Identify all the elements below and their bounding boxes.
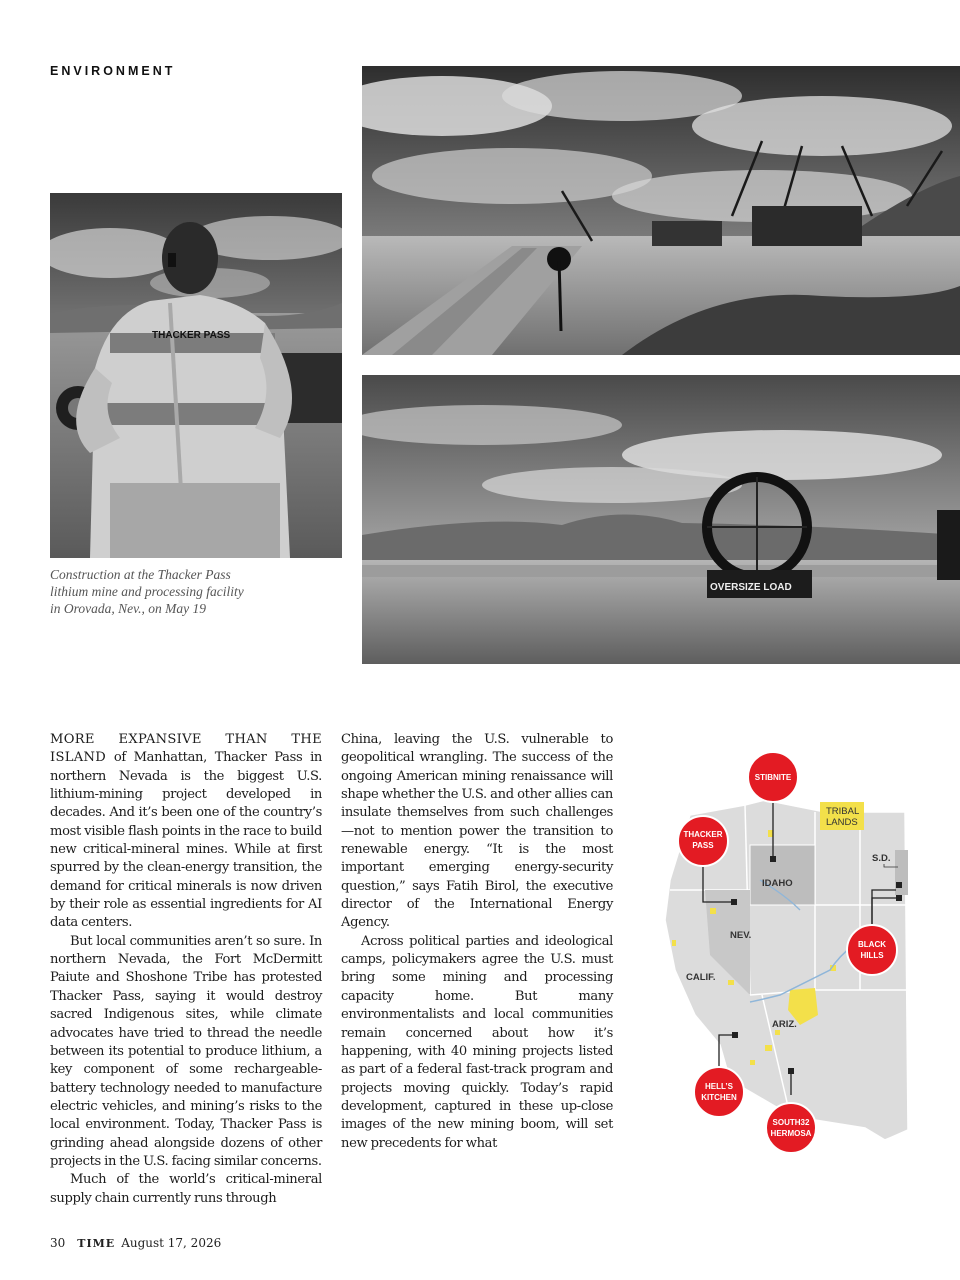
article-column-2 xyxy=(341,731,613,1153)
pin-label-hells-kitchen: HELL’S xyxy=(704,1082,734,1091)
paragraph-text: of Manhattan, Thacker Pass in northern Nevada is the biggest U.S. lithium-mining project developed in decades. And it’s been one of the country’s most visible flash points in the race to build new critical-mineral mines. While at first spurred by the clean-energy transition, the demand for critical minerals is now driven by their role as essential ingredients for AI data centers. xyxy=(50,750,323,931)
oversize-load-photo xyxy=(362,375,960,664)
pin-label-stibnite: STIBNITE xyxy=(754,773,792,782)
pin-label-black-hills: HILLS xyxy=(860,951,884,960)
legend-label: LANDS xyxy=(826,817,858,828)
state-label-idaho: IDAHO xyxy=(762,878,793,889)
issue-date: August 17, 2026 xyxy=(121,1236,222,1250)
caption-line: lithium mine and processing facility xyxy=(50,584,244,599)
oversize-load-sign: OVERSIZE LOAD xyxy=(710,582,792,593)
article-paragraph: China, leaving the U.S. vulnerable to geopolitical wrangling. The success of the ongoing American mining renaissance will shape whether the U.S. and other allies can insulate themselves from such challenges—not to mention power the transition to renewable energy. “It is the most important emerging energy-security question,” says Fatih Birol, the executive director of the International Energy Agency. xyxy=(341,732,613,931)
state-label-nevada: NEV. xyxy=(730,930,752,941)
article-paragraph: But local communities aren’t so sure. In northern Nevada, the Fort McDermitt Paiute and Shoshone Tribe has protested Thacker Pass, saying it would destroy sacred Indigenous sites, while climate advocates have tried to thread the needle between its potential to produce lithium, a key component of some rechargeable-battery technology needed to manufacture electric vehicles, and mining’s risks to the local environment. Today, Thacker Pass is grinding ahead alongside dozens of other projects in the U.S. facing similar concerns. xyxy=(50,933,322,1169)
pin-label-south32-hermosa: SOUTH32 xyxy=(772,1118,810,1127)
page-number: 30 xyxy=(50,1236,66,1250)
caption-line: in Orovada, Nev., on May 19 xyxy=(50,601,206,616)
pin-label-south32-hermosa: HERMOSA xyxy=(770,1129,812,1138)
worker-photo xyxy=(50,193,342,558)
state-label-california: CALIF. xyxy=(686,972,716,983)
construction-site-photo xyxy=(362,66,960,355)
state-label-south-dakota: S.D. xyxy=(872,853,891,864)
magazine-name: TIME xyxy=(77,1237,116,1250)
article-paragraph: Across political parties and ideological camps, policymakers agree the U.S. must bring some mining and processing capacity home. But many environmentalists and local communities remain concerned about how it’s happening, with 40 mining projects listed as part of a federal fast-track program and projects moving quickly. Today’s rapid development, captured in these up-close images of the new mining boom, will set new precedents for what xyxy=(341,933,613,1151)
pin-label-black-hills: BLACK xyxy=(858,940,886,949)
caption-line: Construction at the Thacker Pass xyxy=(50,567,231,582)
article-paragraph: Much of the world’s critical-mineral supply chain currently runs through xyxy=(50,1172,322,1206)
photo-caption xyxy=(50,566,310,617)
state-label-arizona: ARIZ. xyxy=(772,1019,797,1030)
pin-label-hells-kitchen: KITCHEN xyxy=(701,1093,737,1102)
legend-label: TRIBAL xyxy=(826,806,860,817)
page-footer xyxy=(50,1236,221,1250)
mining-projects-map xyxy=(650,740,920,1170)
pin-label-thacker-pass: THACKER xyxy=(683,830,723,839)
pin-label-thacker-pass: PASS xyxy=(692,841,714,850)
lead-in: MORE EXPANSIVE THAN THE ISLAND xyxy=(50,732,322,766)
article-column-1 xyxy=(50,731,322,1208)
vest-text: THACKER PASS xyxy=(152,330,231,341)
section-label: ENVIRONMENT xyxy=(50,64,176,78)
article-paragraph xyxy=(50,731,322,933)
